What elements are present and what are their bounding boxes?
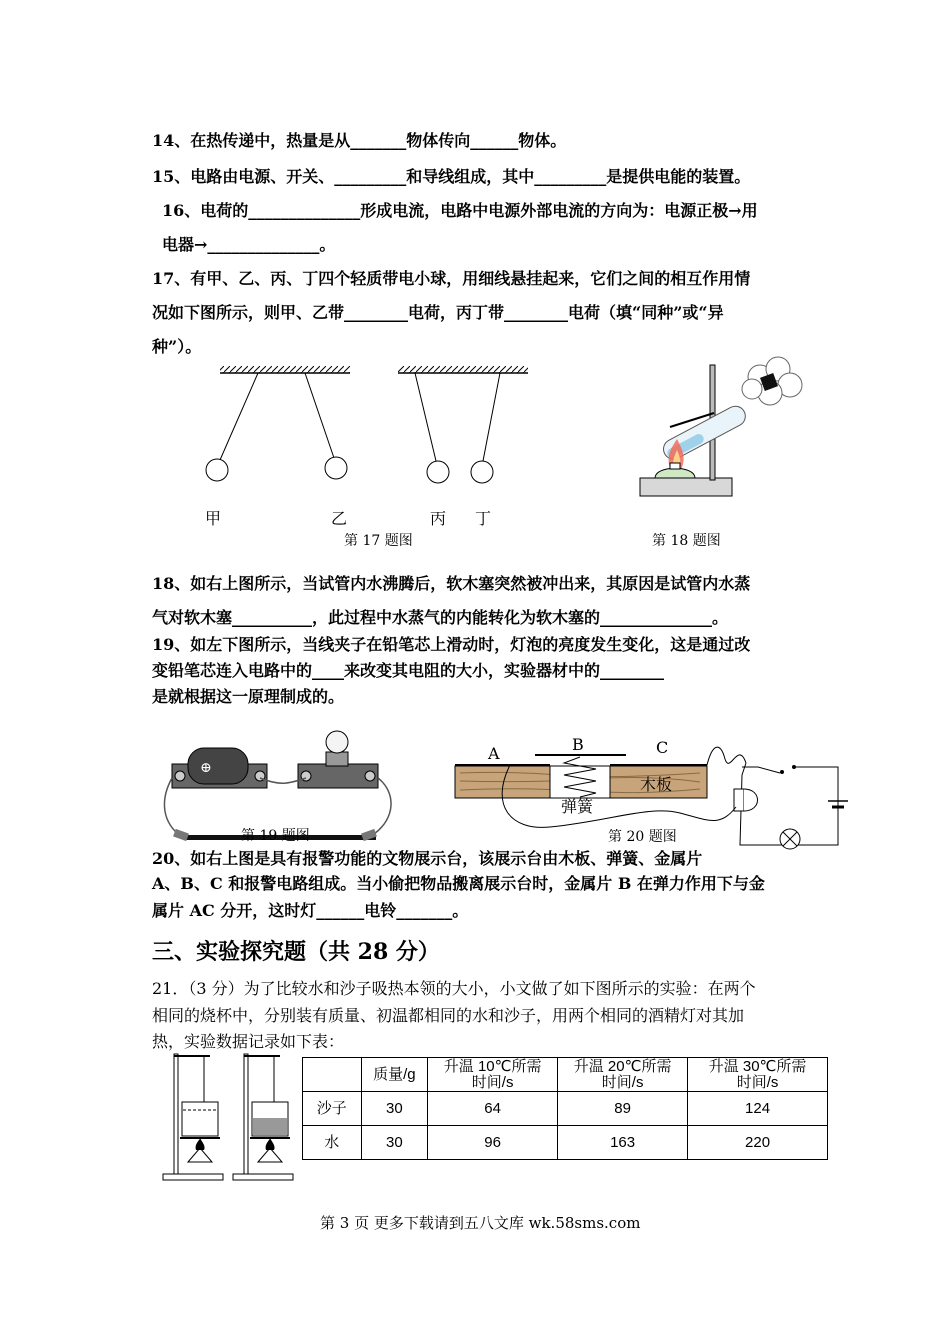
board-label: 木板	[640, 775, 673, 794]
header-cell: 升温 10℃所需 时间/s	[428, 1058, 558, 1092]
table-header-row	[303, 1058, 828, 1092]
label-jia: 甲	[205, 509, 222, 528]
figure-21-apparatus	[160, 1050, 300, 1185]
header-cell: 升温 30℃所需 时间/s	[688, 1058, 828, 1092]
question-16-line2: 电器→______________。	[162, 235, 336, 254]
ball-jia	[206, 459, 228, 481]
ball-ding	[471, 461, 493, 483]
question-20-line2: A、B、C 和报警电路组成。当小偷把物品搬离展示台时，金属片 B 在弹力作用下与金	[152, 874, 765, 893]
stand-water	[163, 1054, 223, 1180]
figure-19-caption: 第 19 题图	[241, 828, 310, 844]
question-18-line1: 18、如右上图所示，当试管内水沸腾后，软木塞突然被冲出来，其原因是试管内水蒸	[152, 574, 751, 593]
question-17-line2: 况如下图所示，则甲、乙带________电荷，丙丁带________电荷（填“同种”或“异	[152, 303, 724, 322]
figure-20-caption: 第 20 题图	[608, 829, 677, 845]
table-cell: 220	[688, 1126, 828, 1160]
question-20-line3: 属片 AC 分开，这时灯______电铃_______。	[152, 901, 469, 920]
table-cell: 沙子	[303, 1092, 362, 1126]
table-cell: 89	[558, 1092, 688, 1126]
label-ding: 丁	[475, 509, 492, 528]
question-17-line3: 种”）。	[152, 337, 202, 356]
question-16-line1: 16、电荷的______________形成电流，电路中电源外部电流的方向为：电源正极→用	[162, 201, 758, 220]
header-cell	[303, 1058, 362, 1092]
question-20-line1: 20、如右上图是具有报警功能的文物展示台，该展示台由木板、弹簧、金属片	[152, 849, 703, 868]
question-15: 15、电路由电源、开关、_________和导线组成，其中_________是提供电能的装置。	[152, 167, 751, 186]
figure-18-test-tube	[630, 355, 810, 505]
spring-label: 弹簧	[561, 797, 594, 816]
question-21-line2: 相同的烧杯中，分别装有质量、初温都相同的水和沙子，用两个相同的酒精灯对其加	[152, 1006, 745, 1025]
question-17-line1: 17、有甲、乙、丙、丁四个轻质带电小球，用细线悬挂起来，它们之间的相互作用情	[152, 269, 751, 288]
table-cell: 96	[428, 1126, 558, 1160]
ball-yi	[325, 457, 347, 479]
question-19-line1: 19、如左下图所示，当线夹子在铅笔芯上滑动时，灯泡的亮度发生变化，这是通过改	[152, 635, 751, 654]
table-row	[303, 1126, 828, 1160]
stand-sand	[233, 1054, 293, 1180]
table-cell: 124	[688, 1092, 828, 1126]
plate-b-label: B	[572, 735, 584, 754]
header-cell: 升温 20℃所需 时间/s	[558, 1058, 688, 1092]
header-cell: 质量/g	[361, 1058, 428, 1092]
table-cell: 163	[558, 1126, 688, 1160]
figure-17-caption: 第 17 题图	[344, 533, 413, 549]
plate-c-label: C	[656, 738, 669, 757]
figure-18-caption: 第 18 题图	[652, 533, 721, 549]
section-3-title: 三、实验探究题（共 28 分）	[152, 939, 440, 965]
table-cell: 水	[303, 1126, 362, 1160]
label-yi: 乙	[331, 509, 348, 528]
question-19-line3: 是就根据这一原理制成的。	[152, 687, 345, 706]
table-cell: 64	[428, 1092, 558, 1126]
question-21-line1: 21．（3 分）为了比较水和沙子吸热本领的大小，小文做了如下图所示的实验：在两个	[152, 979, 756, 998]
question-18-line2: 气对软木塞__________，此过程中水蒸气的内能转化为软木塞的______________。	[152, 608, 729, 627]
label-bing: 丙	[430, 509, 447, 528]
data-table	[302, 1057, 828, 1160]
question-14: 14、在热传递中，热量是从_______物体传向______物体。	[152, 131, 567, 150]
table-cell: 30	[361, 1092, 428, 1126]
ball-bing	[427, 461, 449, 483]
svg-text:⊕: ⊕	[200, 760, 212, 776]
plate-a-label: A	[488, 744, 500, 763]
page-footer: 第 3 页 更多下载请到五八文库 wk.58sms.com	[320, 1214, 641, 1232]
question-21-line3: 热，实验数据记录如下表：	[152, 1032, 345, 1051]
table-row	[303, 1092, 828, 1126]
question-19-line2: 变铅笔芯连入电路中的____来改变其电阻的大小，实验器材中的________	[152, 661, 665, 680]
table-cell: 30	[361, 1126, 428, 1160]
